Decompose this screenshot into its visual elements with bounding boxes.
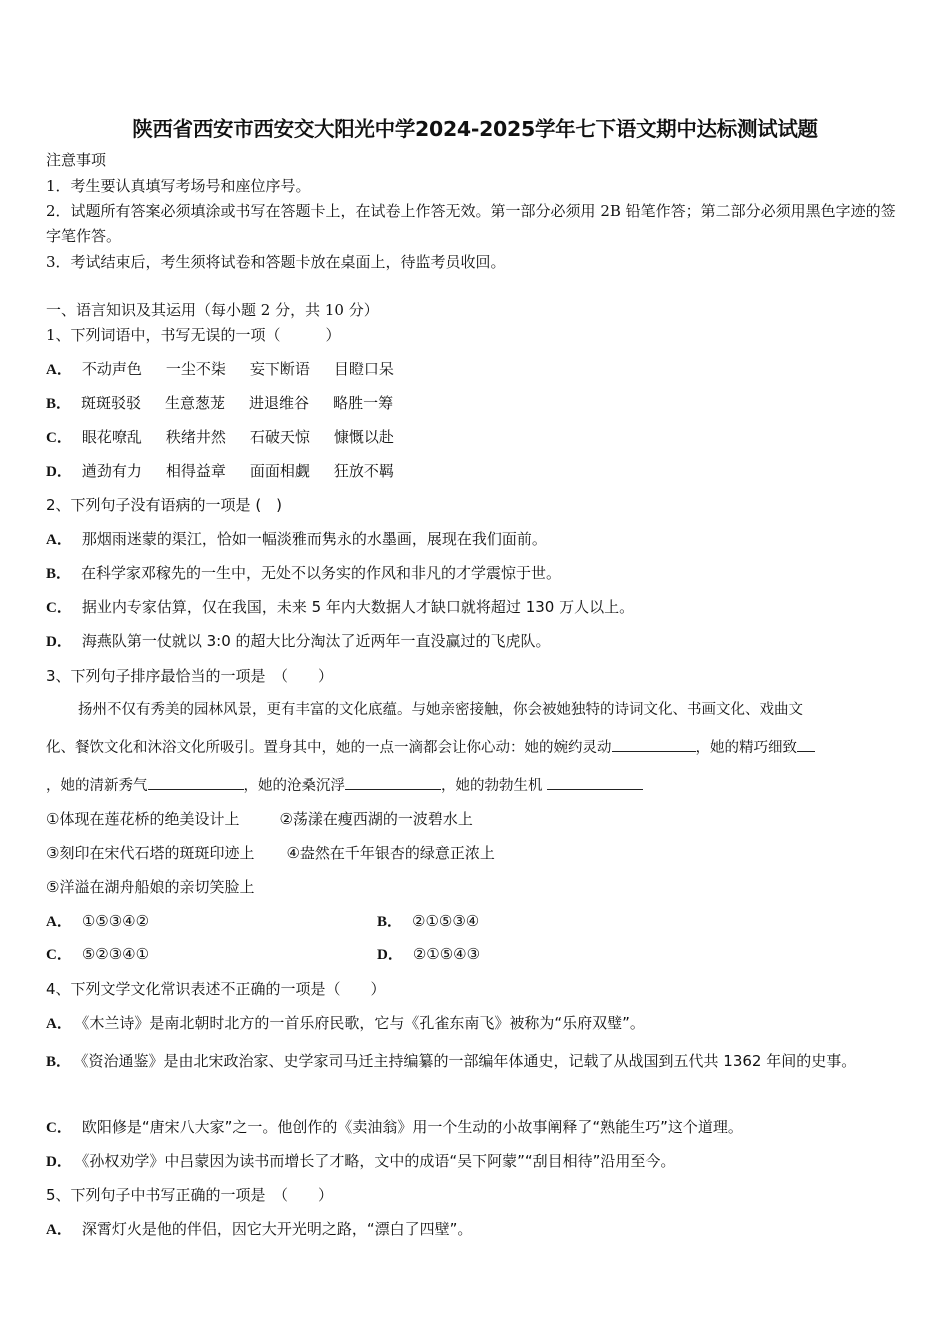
option-word: 眼花嘹乱 bbox=[81, 428, 142, 446]
option-word: 狂放不羁 bbox=[333, 462, 394, 480]
choice-item: ③刻印在宋代石塔的斑斑印迹上 bbox=[46, 844, 255, 862]
option-text: ②①⑤③④ bbox=[412, 912, 480, 930]
option-text: ①⑤③④② bbox=[81, 912, 150, 930]
notice-heading: 注意事项 bbox=[46, 151, 107, 169]
option-letter: B． bbox=[46, 566, 72, 582]
option-text: 那烟雨迷蒙的渠江，恰如一幅淡雅而隽永的水墨画，展现在我们面前。 bbox=[81, 530, 547, 548]
option-row bbox=[46, 393, 417, 414]
option-letter: A． bbox=[46, 532, 72, 548]
option-letter: D． bbox=[377, 947, 403, 963]
option-word: 秩绪井然 bbox=[165, 428, 226, 446]
choice-item: ①体现在莲花桥的绝美设计上 bbox=[46, 810, 240, 828]
answer-blank[interactable] bbox=[547, 775, 643, 790]
option-row bbox=[46, 1117, 743, 1138]
option-letter: D． bbox=[46, 1154, 72, 1170]
option-word: 目瞪口呆 bbox=[333, 360, 394, 378]
option-row bbox=[46, 944, 149, 965]
option-row bbox=[46, 529, 547, 550]
option-text: ⑤②③④① bbox=[81, 945, 150, 963]
passage-text: ，她的清新秀气 bbox=[46, 778, 148, 794]
option-letter: B． bbox=[46, 396, 72, 412]
passage-text: ，她的勃勃生机 bbox=[441, 778, 543, 794]
option-row bbox=[46, 1013, 645, 1034]
passage-line bbox=[46, 775, 643, 796]
choice-item: ②荡漾在瘦西湖的一波碧水上 bbox=[279, 810, 473, 828]
question-stem: 2、下列句子没有语病的一项是 ( ) bbox=[46, 496, 283, 514]
option-text: ②①⑤④③ bbox=[412, 945, 481, 963]
option-word: 生意葱茏 bbox=[165, 394, 226, 412]
option-text: 《木兰诗》是南北朝时北方的一首乐府民歌，它与《孔雀东南飞》被称为“乐府双璧”。 bbox=[81, 1014, 645, 1032]
option-row bbox=[46, 597, 634, 618]
question-stem: 3、下列句子排序最恰当的一项是 （ ） bbox=[46, 667, 334, 685]
option-letter: C． bbox=[46, 947, 72, 963]
option-word: 妄下断语 bbox=[249, 360, 310, 378]
option-text: 据业内专家估算，仅在我国，未来 5 年内大数据人才缺口就将超过 130 万人以上。 bbox=[81, 598, 635, 616]
answer-blank[interactable] bbox=[797, 737, 815, 752]
option-letter: A． bbox=[46, 1016, 72, 1032]
choice-item: ⑤洋溢在湖舟船娘的亲切笑脸上 bbox=[46, 878, 255, 896]
option-word: 一尘不柒 bbox=[165, 360, 226, 378]
option-text: 欧阳修是“唐宋八大家”之一。他创作的《卖油翁》用一个生动的小故事阐释了“熟能生巧”这个道理。 bbox=[81, 1118, 743, 1136]
option-row bbox=[46, 1044, 906, 1080]
option-row bbox=[46, 359, 418, 380]
option-row bbox=[46, 1151, 675, 1172]
option-word: 略胜一筹 bbox=[333, 394, 394, 412]
option-row bbox=[46, 911, 149, 932]
option-letter: A． bbox=[46, 362, 72, 378]
notice-item: 3．考试结束后，考生须将试卷和答题卡放在桌面上，待监考员收回。 bbox=[46, 253, 506, 271]
option-word: 进退维谷 bbox=[249, 394, 310, 412]
option-letter: D． bbox=[46, 634, 72, 650]
passage-text: ，她的精巧细致 bbox=[695, 740, 797, 756]
option-text: 海燕队第一仗就以 3:0 的超大比分淘汰了近两年一直没赢过的飞虎队。 bbox=[81, 632, 551, 650]
option-row bbox=[377, 911, 479, 932]
option-word: 斑斑驳驳 bbox=[81, 394, 142, 412]
answer-blank[interactable] bbox=[345, 775, 441, 790]
passage-line bbox=[46, 737, 815, 758]
option-text: 在科学家邓稼先的一生中，无处不以务实的作风和非凡的才学震惊于世。 bbox=[81, 564, 562, 582]
option-row bbox=[46, 1219, 472, 1240]
option-row bbox=[46, 461, 418, 482]
question-stem: 4、下列文学文化常识表述不正确的一项是（ ） bbox=[46, 980, 386, 998]
notice-item: 1．考生要认真填写考场号和座位序号。 bbox=[46, 177, 311, 195]
passage-text: ，她的沧桑沉浮 bbox=[243, 778, 345, 794]
choice-row bbox=[46, 809, 473, 829]
passage-line: 扬州不仅有秀美的园林风景，更有丰富的文化底蕴。与她亲密接触，你会被她独特的诗词文化、书画文化、戏曲文 bbox=[78, 702, 803, 718]
option-letter: C． bbox=[46, 1120, 72, 1136]
option-word: 慷慨以赴 bbox=[333, 428, 394, 446]
option-row bbox=[46, 427, 418, 448]
option-word: 不动声色 bbox=[81, 360, 142, 378]
option-word: 石破天惊 bbox=[249, 428, 310, 446]
option-word: 相得益章 bbox=[165, 462, 226, 480]
option-word: 遒劲有力 bbox=[81, 462, 142, 480]
option-letter: C． bbox=[46, 430, 72, 446]
choice-row bbox=[46, 843, 495, 863]
option-letter: C． bbox=[46, 600, 72, 616]
option-text: 《孙权劝学》中吕蒙因为读书而增长了才略，文中的成语“吴下阿蒙”“刮目相待”沿用至今。 bbox=[81, 1152, 676, 1170]
passage-text: 化、餐饮文化和沐浴文化所吸引。置身其中，她的一点一滴都会让你心动：她的婉约灵动 bbox=[46, 740, 612, 756]
notice-item: 2．试题所有答案必须填涂或书写在答题卡上，在试卷上作答无效。第一部分必须用 2B 铅笔作答；第二部分必须用黑色字迹的签字笔作答。 bbox=[46, 202, 896, 245]
question-stem: 5、下列句子中书写正确的一项是 （ ） bbox=[46, 1186, 334, 1204]
question-stem: 1、下列词语中，书写无误的一项（ ） bbox=[46, 326, 341, 344]
option-word: 面面相觑 bbox=[249, 462, 310, 480]
option-letter: A． bbox=[46, 1222, 72, 1238]
option-letter: D． bbox=[46, 464, 72, 480]
option-letter: B． bbox=[377, 914, 403, 930]
option-letter: B． bbox=[46, 1054, 72, 1070]
option-row bbox=[46, 631, 551, 652]
option-text: 《资治通鉴》是由北宋政治家、史学家司马迁主持编纂的一部编年体通史，记载了从战国到五代共 1362 年间的史事。 bbox=[81, 1052, 857, 1070]
answer-blank[interactable] bbox=[148, 775, 244, 790]
section-heading: 一、语言知识及其运用（每小题 2 分，共 10 分） bbox=[46, 301, 379, 319]
choice-item: ④盎然在千年银杏的绿意正浓上 bbox=[286, 844, 495, 862]
answer-blank[interactable] bbox=[612, 737, 696, 752]
page-title: 陕西省西安市西安交大阳光中学2024-2025学年七下语文期中达标测试试题 bbox=[132, 117, 818, 141]
option-row bbox=[377, 944, 480, 965]
option-letter: A． bbox=[46, 914, 72, 930]
option-row bbox=[46, 563, 561, 584]
option-text: 深霄灯火是他的伴侣，因它大开光明之路，“漂白了四壁”。 bbox=[81, 1220, 473, 1238]
